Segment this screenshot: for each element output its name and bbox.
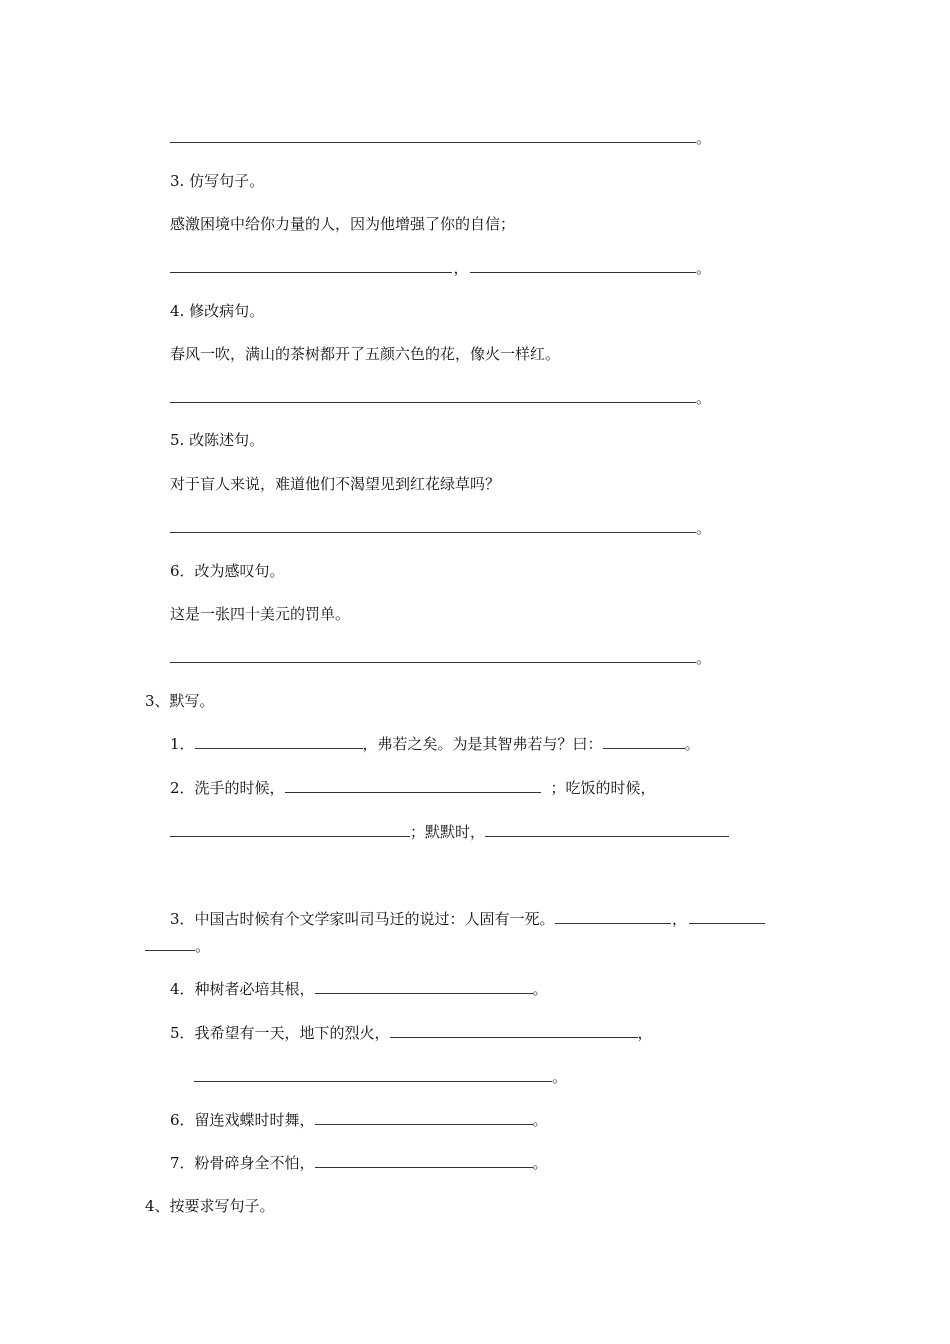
period: 。 bbox=[696, 129, 712, 147]
period: 。 bbox=[195, 937, 211, 955]
s3-item-7 bbox=[170, 1153, 548, 1173]
period: 。 bbox=[684, 735, 700, 753]
period: 。 bbox=[696, 519, 712, 537]
answer-line-2-top bbox=[170, 128, 711, 148]
q4-sentence: 春风一吹，满山的茶树都开了五颜六色的花，像火一样红。 bbox=[170, 345, 561, 363]
blank[interactable] bbox=[195, 734, 363, 749]
comma: ， bbox=[453, 259, 469, 277]
blank[interactable] bbox=[603, 734, 685, 749]
q3-sentence: 感激困境中给你力量的人，因为他增强了你的自信； bbox=[170, 215, 516, 233]
blank[interactable] bbox=[315, 1110, 533, 1125]
blank[interactable] bbox=[170, 258, 452, 273]
comma: ， bbox=[672, 910, 688, 928]
q5-sentence: 对于盲人来说，难道他们不渴望见到红花绿草吗？ bbox=[170, 475, 501, 493]
blank[interactable] bbox=[170, 648, 696, 663]
item-text: 5．我希望有一天，地下的烈火， bbox=[170, 1024, 390, 1042]
comma: ， bbox=[637, 1024, 653, 1042]
q5-title: 5. 改陈述句。 bbox=[170, 431, 265, 449]
blank[interactable] bbox=[689, 909, 765, 924]
q3-answer bbox=[170, 258, 711, 278]
s3-item-3 bbox=[170, 909, 765, 929]
blank[interactable] bbox=[170, 128, 696, 143]
blank[interactable] bbox=[145, 936, 195, 951]
item-text: 4．种树者必培其根， bbox=[170, 980, 315, 998]
s3-item-6 bbox=[170, 1110, 548, 1130]
s3-item-4 bbox=[170, 979, 548, 999]
period: 。 bbox=[696, 389, 712, 407]
item-number: 1． bbox=[170, 735, 195, 753]
period: 。 bbox=[532, 1154, 548, 1172]
blank[interactable] bbox=[315, 979, 533, 994]
item-text: ；默默时， bbox=[410, 823, 486, 841]
period: 。 bbox=[532, 1111, 548, 1129]
q5-answer bbox=[170, 518, 711, 538]
q6-sentence: 这是一张四十美元的罚单。 bbox=[170, 605, 351, 623]
q6-title: 6．改为感叹句。 bbox=[170, 562, 285, 580]
period: 。 bbox=[696, 259, 712, 277]
s3-item-2 bbox=[170, 778, 656, 798]
blank[interactable] bbox=[285, 778, 541, 793]
s3-item-2-cont bbox=[170, 822, 729, 842]
section3-heading: 3、默写。 bbox=[145, 692, 215, 710]
blank[interactable] bbox=[555, 909, 671, 924]
q4-answer bbox=[170, 388, 711, 408]
blank[interactable] bbox=[170, 388, 696, 403]
s3-item-3-cont bbox=[145, 936, 210, 956]
period: 。 bbox=[532, 980, 548, 998]
blank[interactable] bbox=[170, 518, 696, 533]
blank[interactable] bbox=[170, 822, 410, 837]
s3-item-1 bbox=[170, 734, 700, 754]
item-text: 6．留连戏蝶时时舞， bbox=[170, 1111, 315, 1129]
q4-title: 4. 修改病句。 bbox=[170, 302, 265, 320]
item-text: ，弗若之矣。为是其智弗若与？曰： bbox=[362, 735, 603, 753]
s3-item-5-cont bbox=[194, 1067, 567, 1087]
blank[interactable] bbox=[315, 1153, 533, 1168]
blank[interactable] bbox=[470, 258, 696, 273]
item-text: 7．粉骨碎身全不怕， bbox=[170, 1154, 315, 1172]
item-text: 3．中国古时候有个文学家叫司马迁的说过：人固有一死。 bbox=[170, 910, 555, 928]
blank[interactable] bbox=[485, 822, 729, 837]
period: 。 bbox=[696, 649, 712, 667]
period: 。 bbox=[552, 1068, 568, 1086]
blank[interactable] bbox=[194, 1067, 552, 1082]
item-text: 2．洗手的时候， bbox=[170, 779, 285, 797]
q3-title: 3. 仿写句子。 bbox=[170, 172, 265, 190]
q6-answer bbox=[170, 648, 711, 668]
item-text: ；吃饭的时候， bbox=[550, 779, 656, 797]
s3-item-5 bbox=[170, 1023, 653, 1043]
section4-heading: 4、按要求写句子。 bbox=[145, 1197, 275, 1215]
blank[interactable] bbox=[390, 1023, 638, 1038]
